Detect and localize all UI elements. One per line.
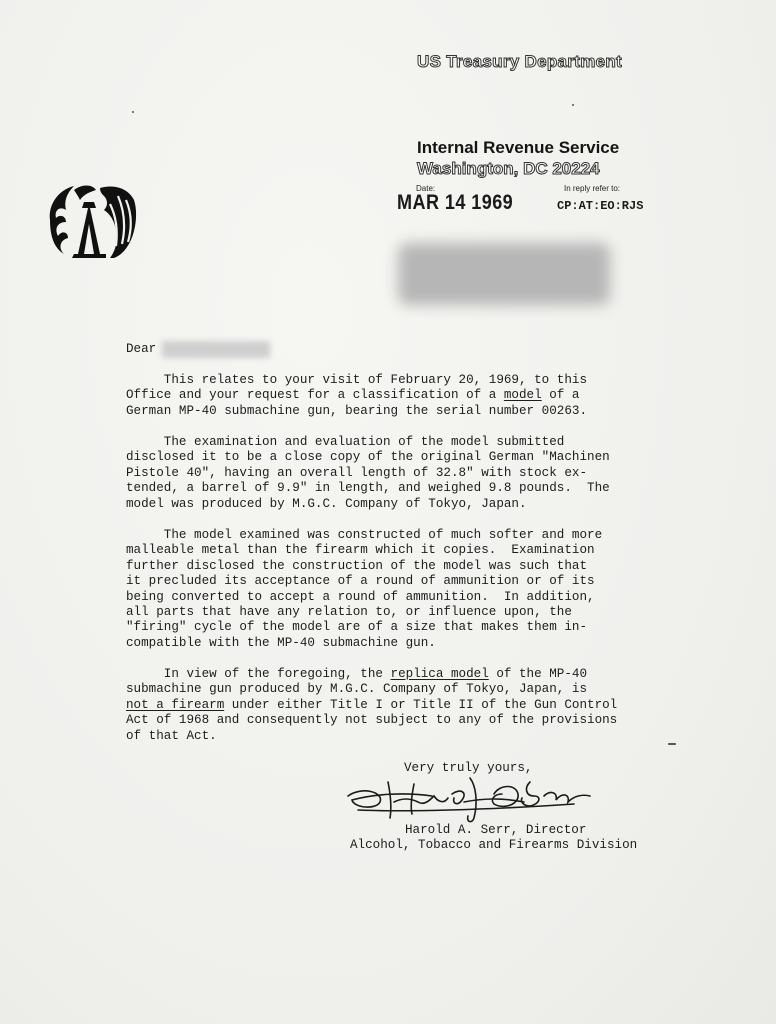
p3-line: it precluded its acceptance of a round of ammunition or of its (126, 574, 595, 589)
valediction: Very truly yours, (404, 761, 533, 775)
redacted-address (398, 243, 610, 305)
p3-line: "firing" cycle of the model are of a size that makes them in- (126, 620, 588, 635)
p2-line: model was produced by M.G.C. Company of Tokyo, Japan. (126, 496, 527, 511)
agency-location: Washington, DC 20224 (417, 159, 600, 178)
department-heading: US Treasury Department (417, 52, 623, 71)
p2-line: tended, a barrel of 9.9" in length, and weighed 9.8 pounds. The (126, 481, 610, 496)
p3-line: being converted to accept a round of ammunition. In addition, (126, 589, 595, 604)
p3-line: all parts that have any relation to, or influence upon, the (126, 605, 572, 619)
p3-line: The model examined was constructed of much softer and more (126, 528, 603, 542)
p4-line: Act of 1968 and consequently not subject to any of the provisions (126, 713, 618, 728)
p2-line: disclosed it to be a close copy of the original German "Machinen (126, 450, 610, 465)
signer-name: Harold A. Serr, Director (405, 823, 587, 837)
date-stamp: MAR 14 1969 (397, 191, 514, 214)
underlined-phrase: replica model (390, 667, 489, 681)
p4-line (126, 667, 587, 682)
p4-line: submachine gun produced by M.G.C. Company of Tokyo, Japan, is (126, 682, 588, 697)
salutation: Dear (126, 342, 157, 356)
reply-label: In reply refer to: (564, 184, 621, 193)
p4-line: of that Act. (126, 728, 217, 743)
text-run: of a (541, 388, 580, 403)
text-run: Office and your request for a classification of a (126, 388, 504, 403)
p2-line: Pistole 40", having an overall length of 32.8" with stock ex- (126, 465, 588, 480)
p3-line: malleable metal than the firearm which it copies. Examination (126, 543, 595, 558)
paper-speck (668, 743, 676, 745)
p2-line: The examination and evaluation of the model submitted (126, 435, 565, 449)
p1-line: German MP-40 submachine gun, bearing the serial number 00263. (126, 403, 588, 418)
text-run: In view of the foregoing, the (126, 667, 391, 681)
irs-eagle-logo (44, 180, 140, 260)
redacted-recipient-name (162, 341, 270, 358)
agency-heading: Internal Revenue Service (417, 138, 620, 157)
paper-speck (132, 111, 134, 113)
p1-line (126, 388, 579, 403)
signer-division: Alcohol, Tobacco and Firearms Division (350, 838, 638, 852)
p1-line: This relates to your visit of February 20, 1969, to this (126, 373, 588, 387)
p4-line (126, 698, 617, 713)
underlined-phrase: model (503, 388, 542, 403)
paper-speck (572, 104, 574, 106)
handwritten-signature (344, 772, 604, 826)
text-run: under either Title I or Title II of the Gun Control (224, 697, 618, 712)
text-run: of the MP-40 (488, 667, 588, 681)
reference-code: CP:AT:EO:RJS (557, 199, 644, 213)
p3-line: compatible with the MP-40 submachine gun. (126, 635, 436, 650)
date-label: Date: (416, 184, 436, 193)
underlined-phrase: not a firearm (126, 697, 225, 712)
p3-line: further disclosed the construction of the model was such that (126, 558, 588, 573)
